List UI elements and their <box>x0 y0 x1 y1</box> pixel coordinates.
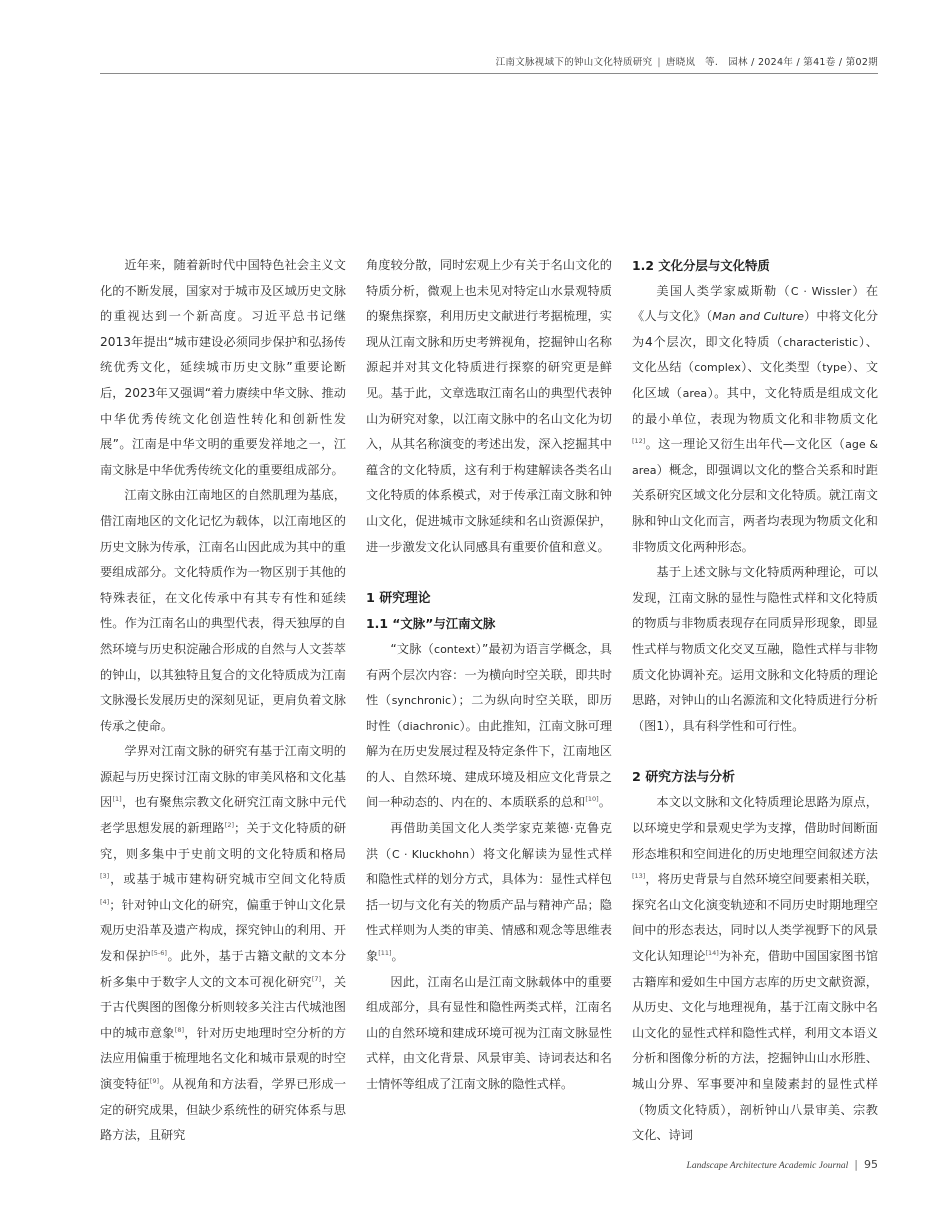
section-gap <box>366 560 612 586</box>
footer-separator: | <box>854 1158 858 1171</box>
citation-link[interactable]: [7] <box>311 974 322 983</box>
citation-link[interactable]: [13] <box>632 872 646 881</box>
column-3 <box>632 253 878 1149</box>
header-journal-issue: 园林 / 2024年 / 第41卷 / 第02期 <box>728 57 878 68</box>
column-1 <box>100 253 346 1149</box>
section-gap <box>632 739 878 765</box>
paragraph: 学界对江南文脉的研究有基于江南文明的源起与历史探讨江南文脉的审美风格和文化基因[1]，也有聚焦宗教文化研究江南文脉中元代老学思想发展的新理路[2]；关于文化特质的研究，则多集中于史前文明的文化特质和格局[3]，或基于城市建构研究城市空间文化特质[4]；针对钟山文化的研究，偏重于钟山文化景观历史沿革及遗产构成，探究钟山的利用、开发和保护[5-6]。此外，基于古籍文献的文本分析多集中于数字人文的文本可视化研究[7]，关于古代舆图的图像分析则较多关注古代城池图中的城市意象[8]，针对历史地理时空分析的方法应用偏重于梳理地名文化和城市景观的时空演变特征[9]。从视角和方法看，学界已形成一定的研究成果，但缺少系统性的研究体系与思路方法，且研究 <box>100 744 347 1143</box>
column-2 <box>366 253 612 1098</box>
citation-link[interactable]: [12] <box>632 437 646 446</box>
page-number: 95 <box>864 1158 878 1171</box>
citation-link[interactable]: [5-6] <box>151 949 167 958</box>
citation-link[interactable]: [14] <box>705 949 719 958</box>
subsection-heading: 1.2 文化分层与文化特质 <box>632 258 770 273</box>
header-authors: 唐晓岚 等. <box>665 57 719 68</box>
paragraph: 因此，江南名山是江南文脉载体中的重要组成部分，具有显性和隐性两类式样，江南名山的自然环境和建成环境可视为江南文脉显性式样，由文化背景、风景审美、诗词表达和名士情怀等组成了江南文脉的隐性式样。 <box>366 974 612 1091</box>
page-footer <box>687 1158 878 1171</box>
citation-link[interactable]: [10] <box>585 795 599 804</box>
running-head <box>496 54 878 68</box>
paragraph: 江南文脉由江南地区的自然肌理为基底，借江南地区的文化记忆为载体，以江南地区的历史文脉为传承，江南名山因此成为其中的重要组成部分。文化特质作为一物区别于其他的特殊表征，在文化传承中有其专有性和延续性。作为江南名山的典型代表，得天独厚的自然环境与历史积淀融合形成的自然与人文荟萃的钟山，以其独特且复合的文化特质成为江南文脉漫长发展历史的深刻见证，更肩负着文脉传承之使命。 <box>100 488 346 733</box>
paragraph: 本文以文脉和文化特质理论思路为原点，以环境史学和景观史学为支撑，借助时间断面形态堆积和空间进化的历史地理空间叙述方法[13]，将历史背景与自然环境空间要素相关联，探究名山文化演变轨迹和不同历史时期地理空间中的形态表达，同时以人类学视野下的风景文化认知理论[14]为补充，借助中国国家图书馆古籍库和爱如生中国方志库的历史文献资源，从历史、文化与地理视角，基于江南文脉中名山文化的显性式样和隐性式样，利用文本语义分析和图像分析的方法，挖掘钟山山水形胜、城山分界、军事要冲和皇陵素封的显性式样（物质文化特质），剖析钟山八景审美、宗教文化、诗词 <box>632 795 879 1143</box>
paragraph: 美国人类学家威斯勒（C · Wissler）在《人与文化》（Man and Culture）中将文化分为4个层次，即文化特质（characteristic）、文化丛结（complex）、文化类型（type）、文化区域（area）。其中，文化特质是组成文化的最小单位，表现为物质文化和非物质文化[12]。这一理论又衍生出年代—文化区（age & area）概念，即强调以文化的整合关系和时距关系研究区域文化分层和文化特质。就江南文脉和钟山文化而言，两者均表现为物质文化和非物质文化两种形态。 <box>632 283 879 554</box>
paragraph: “文脉（context）”最初为语言学概念，具有两个层次内容：一为横向时空关联，即共时性（synchronic）；二为纵向时空关联，即历时性（diachronic）。由此推知，江南文脉可理解为在历史发展过程及特定条件下，江南地区的人、自然环境、建成环境及相应文化背景之间一种动态的、内在的、本质联系的总和[10]。 <box>366 641 613 810</box>
citation-link[interactable]: [11] <box>378 949 392 958</box>
header-rule <box>100 73 878 74</box>
paragraph: 角度较分散，同时宏观上少有关于名山文化的特质分析，微观上也未见对特定山水景观特质的聚焦探察，利用历史文献进行考据梳理，实现从江南文脉和历史考辨视角，挖掘钟山名称源起并对其文化特质进行探察的研究更是鲜见。基于此，文章选取江南名山的典型代表钟山为研究对象，以江南文脉中的名山文化为切入，从其名称演变的考述出发，深入挖掘其中蕴含的文化特质，这有利于构建解读各类名山文化特质的体系模式，对于传承江南文脉和钟山文化，促进城市文脉延续和名山资源保护，进一步激发文化认同感具有重要价值和意义。 <box>366 258 612 554</box>
citation-link[interactable]: [9] <box>149 1077 160 1085</box>
section-heading: 2 研究方法与分析 <box>632 769 735 785</box>
header-article-title: 江南文脉视域下的钟山文化特质研究 <box>495 57 653 68</box>
header-separator: | <box>657 57 661 68</box>
paragraph: 基于上述文脉与文化特质两种理论，可以发现，江南文脉的显性与隐性式样和文化特质的物质与非物质表现存在同质异形现象，即显性式样与物质文化交叉互融，隐性式样与非物质文化协调补充。运用文脉和文化特质的理论思路，对钟山的山名源流和文化特质进行分析（图1），具有科学性和可行性。 <box>632 565 878 733</box>
paragraph: 再借助美国文化人类学家克莱德·克鲁克洪（C · Kluckhohn）将文化解读为显性式样和隐性式样的划分方式，具体为：显性式样包括一切与文化有关的物质产品与精神产品；隐性式样则为人类的审美、情感和观念等思维表象[11]。 <box>366 821 613 964</box>
citation-link[interactable]: [1] <box>112 795 122 804</box>
citation-link[interactable]: [2] <box>224 821 234 830</box>
citation-link[interactable]: [4] <box>100 897 110 906</box>
paragraph: 近年来，随着新时代中国特色社会主义文化的不断发展，国家对于城市及区域历史文脉的重视达到一个新高度。习近平总书记继2013年提出“城市建设必须同步保护和弘扬传统优秀文化，延续城市历史文脉”重要论断后，2023年又强调“着力赓续中华文脉、推动中华优秀传统文化创造性转化和创新性发展”。江南是中华文明的重要发祥地之一，江南文脉是中华优秀传统文化的重要组成部分。 <box>100 258 346 477</box>
subsection-heading: 1.1 “文脉”与江南文脉 <box>366 616 496 632</box>
citation-link[interactable]: [8] <box>174 1025 184 1034</box>
footer-journal-name: Landscape Architecture Academic Journal <box>686 1161 849 1171</box>
citation-link[interactable]: [3] <box>100 872 110 881</box>
section-heading: 1 研究理论 <box>366 590 431 606</box>
